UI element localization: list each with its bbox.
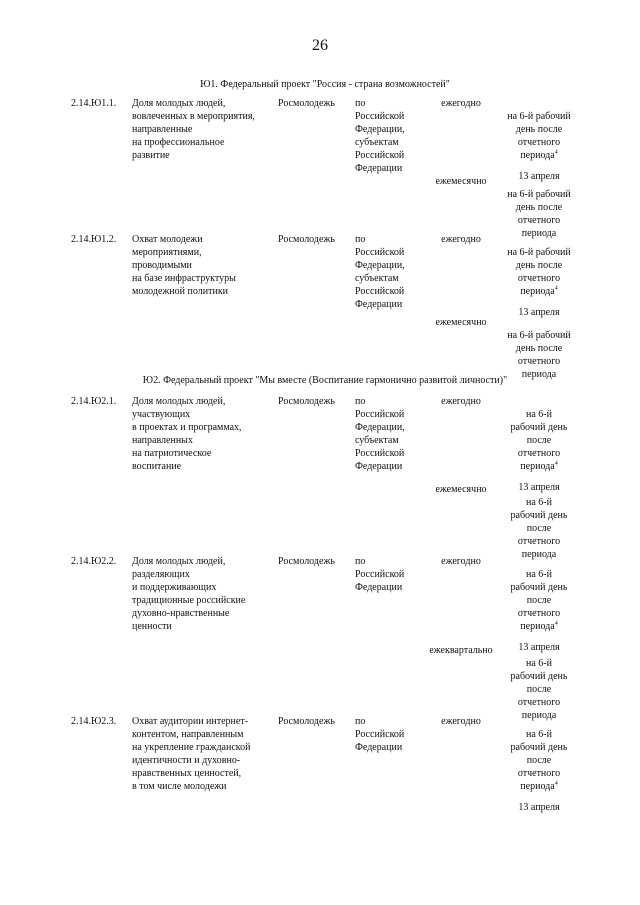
deadline	[492, 316, 586, 381]
indicator-code: 2.14.Ю2.1.	[71, 396, 117, 407]
deadline-text: на 6-й рабочий день после отчетного периода	[510, 729, 568, 792]
deadline	[492, 175, 586, 240]
frequency: ежегодно	[441, 396, 481, 407]
territorial-scope: по Российской Федерации, субъектам Российской Федерации	[355, 396, 405, 472]
territorial-scope: по Российской Федерации	[355, 556, 405, 593]
deadline-text: на 6-й рабочий день после отчетного периода	[510, 409, 568, 472]
deadline-date: 13 апреля	[518, 307, 560, 318]
footnote-mark: 4	[554, 620, 558, 627]
section-title: Ю1. Федеральный проект "Россия - страна возможностей"	[200, 79, 450, 90]
deadline-text: на 6-й рабочий день после отчетного периода	[510, 497, 568, 560]
frequency: ежеквартально	[429, 645, 493, 656]
indicator-code: 2.14.Ю2.2.	[71, 556, 117, 567]
territorial-scope: по Российской Федерации, субъектам Российской Федерации	[355, 98, 405, 174]
section-title: Ю2. Федеральный проект "Мы вместе (Воспитание гармонично развитой личности)"	[142, 375, 508, 386]
responsible-agency: Росмолодежь	[278, 234, 335, 245]
frequency: ежемесячно	[435, 176, 487, 187]
responsible-agency: Росмолодежь	[278, 556, 335, 567]
frequency: ежегодно	[441, 716, 481, 727]
page-number: 26	[312, 37, 328, 54]
footnote-mark: 4	[554, 285, 558, 292]
indicator-description: Доля молодых людей, вовлеченных в мероприятия, направленные на профессиональное развитие	[132, 98, 255, 161]
deadline-date: 13 апреля	[518, 171, 560, 182]
frequency: ежемесячно	[435, 317, 487, 328]
deadline-text: на 6-й рабочий день после отчетного периода	[507, 330, 571, 380]
deadline-date: 13 апреля	[518, 802, 560, 813]
deadline-date: 13 апреля	[518, 482, 560, 493]
deadline	[492, 715, 586, 827]
frequency: ежемесячно	[435, 484, 487, 495]
territorial-scope: по Российской Федерации, субъектам Российской Федерации	[355, 234, 405, 310]
deadline-text: на 6-й рабочий день после отчетного периода	[510, 658, 568, 721]
indicator-description: Доля молодых людей, разделяющих и поддерживающих традиционные российские духовно-нравственные ценности	[132, 556, 246, 632]
deadline-text: на 6-й рабочий день после отчетного периода	[510, 569, 568, 632]
deadline-date: 13 апреля	[518, 642, 560, 653]
indicator-description: Охват аудитории интернет- контентом, направленным на укрепление гражданской идентичности и духовно- нравственных ценностей, в том числе молодежи	[132, 716, 251, 792]
deadline-text: на 6-й рабочий день после отчетного периода	[507, 189, 571, 239]
indicator-description: Охват молодежи мероприятиями, проводимыми на базе инфраструктуры молодежной политики	[132, 234, 236, 297]
responsible-agency: Росмолодежь	[278, 716, 335, 727]
territorial-scope: по Российской Федерации	[355, 716, 405, 753]
indicator-code: 2.14.Ю1.1.	[71, 98, 117, 109]
footnote-mark: 4	[554, 780, 558, 787]
deadline-text: на 6-й рабочий день после отчетного периода	[507, 111, 571, 161]
responsible-agency: Росмолодежь	[278, 396, 335, 407]
indicator-code: 2.14.Ю2.3.	[71, 716, 117, 727]
frequency: ежегодно	[441, 234, 481, 245]
deadline-text: на 6-й рабочий день после отчетного периода	[507, 247, 571, 297]
deadline	[492, 644, 586, 722]
frequency: ежегодно	[441, 98, 481, 109]
footnote-mark: 4	[554, 149, 558, 156]
indicator-description: Доля молодых людей, участвующих в проектах и программах, направленных на патриотическое воспитание	[132, 396, 242, 472]
footnote-mark: 4	[554, 460, 558, 467]
deadline	[492, 483, 586, 561]
responsible-agency: Росмолодежь	[278, 98, 335, 109]
indicator-code: 2.14.Ю1.2.	[71, 234, 117, 245]
frequency: ежегодно	[441, 556, 481, 567]
